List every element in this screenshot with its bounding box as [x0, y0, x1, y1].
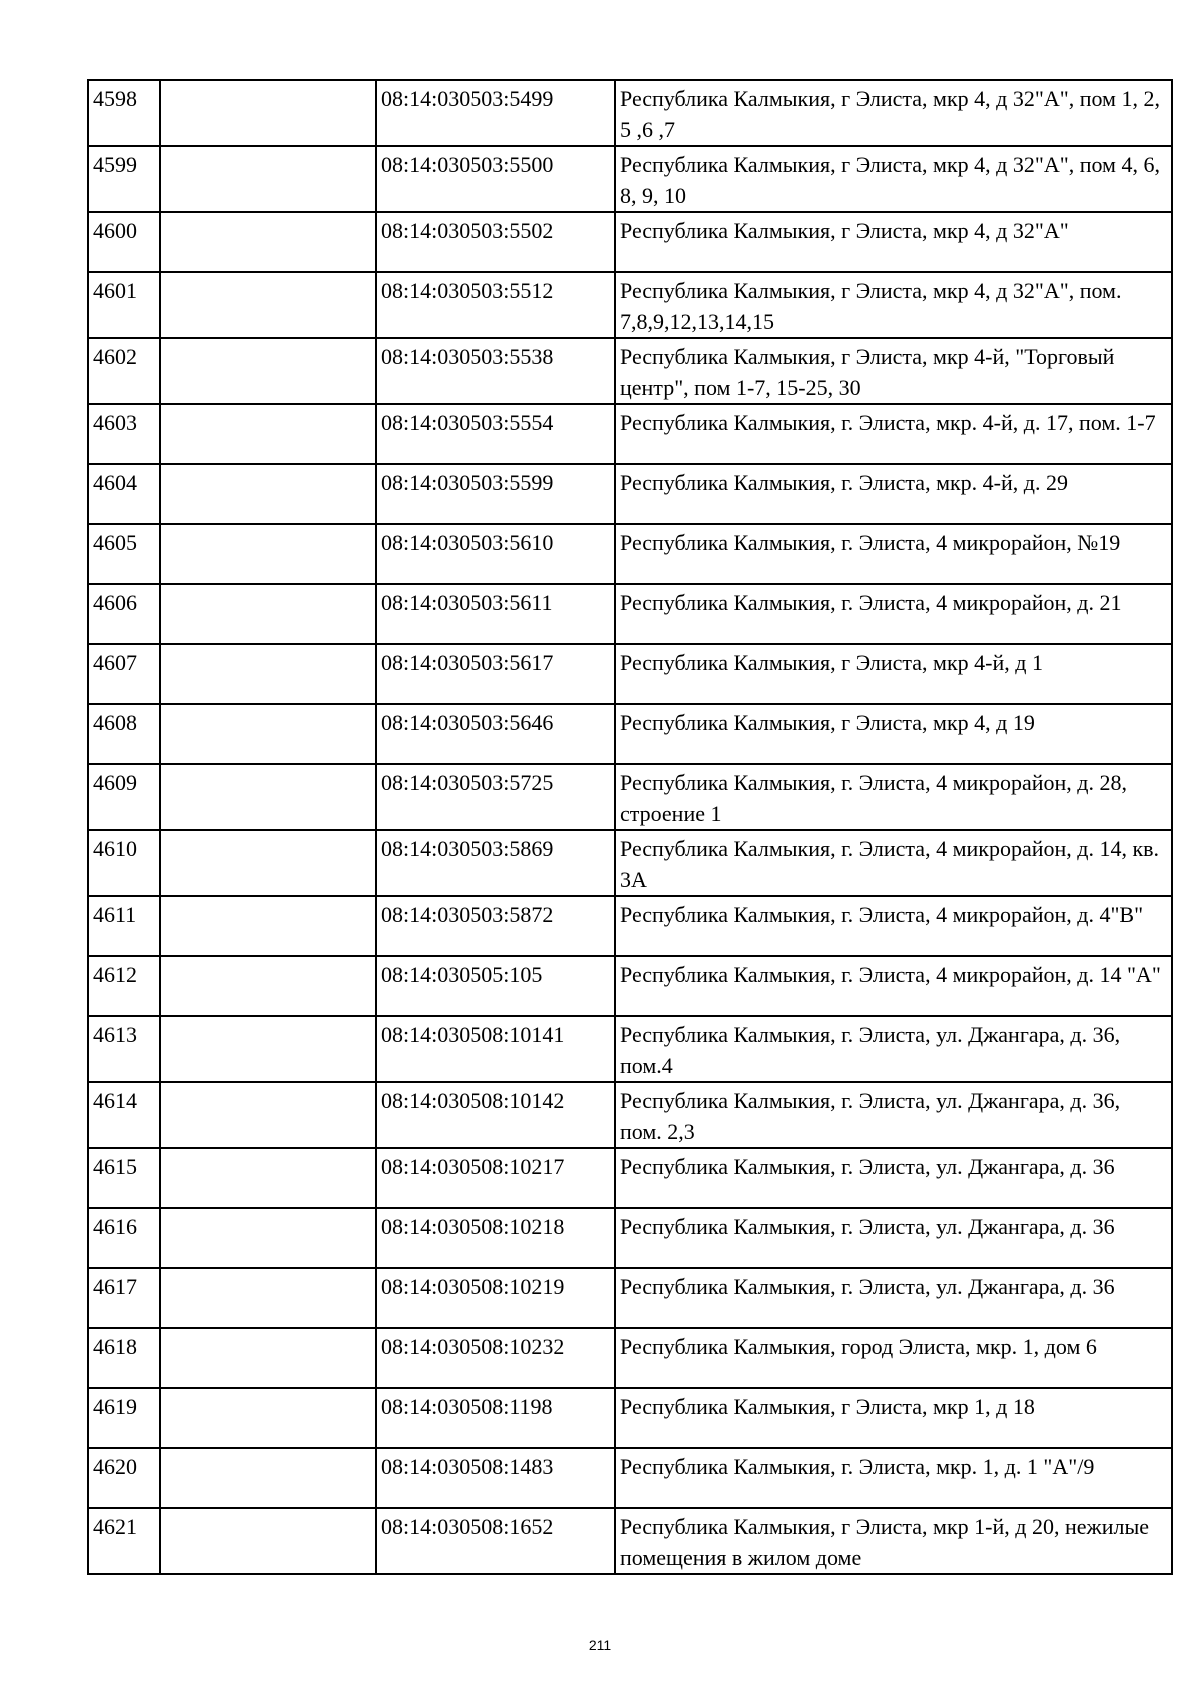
empty-cell — [160, 1082, 376, 1148]
row-number-cell: 4598 — [88, 80, 160, 146]
cadastral-number-cell: 08:14:030508:10217 — [376, 1148, 615, 1208]
table-row — [88, 584, 1172, 644]
row-number-cell: 4621 — [88, 1508, 160, 1574]
cadastral-number-cell: 08:14:030503:5512 — [376, 272, 615, 338]
table-row — [88, 338, 1172, 404]
empty-cell — [160, 830, 376, 896]
row-number-cell: 4616 — [88, 1208, 160, 1268]
cadastral-number-cell: 08:14:030503:5610 — [376, 524, 615, 584]
address-cell: Республика Калмыкия, г. Элиста, ул. Джангара, д. 36 — [615, 1208, 1172, 1268]
address-cell: Республика Калмыкия, г. Элиста, 4 микрорайон, д. 4"В" — [615, 896, 1172, 956]
empty-cell — [160, 1148, 376, 1208]
table-row — [88, 1208, 1172, 1268]
address-cell: Республика Калмыкия, г Элиста, мкр 4, д 32"А", пом 1, 2, 5 ,6 ,7 — [615, 80, 1172, 146]
address-cell: Республика Калмыкия, г Элиста, мкр 4, д 32"А", пом. 7,8,9,12,13,14,15 — [615, 272, 1172, 338]
address-cell: Республика Калмыкия, г Элиста, мкр 4-й, "Торговый центр", пом 1-7, 15-25, 30 — [615, 338, 1172, 404]
cadastral-number-cell: 08:14:030503:5646 — [376, 704, 615, 764]
cadastral-number-cell: 08:14:030508:10142 — [376, 1082, 615, 1148]
empty-cell — [160, 956, 376, 1016]
address-cell: Республика Калмыкия, г Элиста, мкр 1-й, д 20, нежилые помещения в жилом доме — [615, 1508, 1172, 1574]
row-number-cell: 4599 — [88, 146, 160, 212]
row-number-cell: 4619 — [88, 1388, 160, 1448]
address-cell: Республика Калмыкия, г Элиста, мкр 4-й, д 1 — [615, 644, 1172, 704]
empty-cell — [160, 584, 376, 644]
table-row — [88, 146, 1172, 212]
empty-cell — [160, 1508, 376, 1574]
empty-cell — [160, 764, 376, 830]
table-row — [88, 1448, 1172, 1508]
address-cell: Республика Калмыкия, г. Элиста, мкр. 1, д. 1 "А"/9 — [615, 1448, 1172, 1508]
table-row — [88, 896, 1172, 956]
cadastral-number-cell: 08:14:030505:105 — [376, 956, 615, 1016]
cadastral-number-cell: 08:14:030508:1652 — [376, 1508, 615, 1574]
table-row — [88, 956, 1172, 1016]
address-cell: Республика Калмыкия, г. Элиста, 4 микрорайон, д. 14, кв. 3А — [615, 830, 1172, 896]
empty-cell — [160, 1448, 376, 1508]
empty-cell — [160, 524, 376, 584]
address-cell: Республика Калмыкия, г. Элиста, 4 микрорайон, №19 — [615, 524, 1172, 584]
row-number-cell: 4611 — [88, 896, 160, 956]
table-row — [88, 1268, 1172, 1328]
empty-cell — [160, 464, 376, 524]
empty-cell — [160, 1328, 376, 1388]
row-number-cell: 4600 — [88, 212, 160, 272]
row-number-cell: 4620 — [88, 1448, 160, 1508]
address-cell: Республика Калмыкия, г. Элиста, 4 микрорайон, д. 14 "А" — [615, 956, 1172, 1016]
page-number: 211 — [588, 1637, 612, 1653]
address-cell: Республика Калмыкия, г Элиста, мкр 4, д 19 — [615, 704, 1172, 764]
cadastral-number-cell: 08:14:030508:10141 — [376, 1016, 615, 1082]
row-number-cell: 4607 — [88, 644, 160, 704]
cadastral-number-cell: 08:14:030508:1483 — [376, 1448, 615, 1508]
empty-cell — [160, 212, 376, 272]
address-cell: Республика Калмыкия, г. Элиста, 4 микрорайон, д. 28, строение 1 — [615, 764, 1172, 830]
cadastral-number-cell: 08:14:030503:5538 — [376, 338, 615, 404]
cadastral-number-cell: 08:14:030503:5617 — [376, 644, 615, 704]
table-row — [88, 1082, 1172, 1148]
row-number-cell: 4606 — [88, 584, 160, 644]
table-row — [88, 1148, 1172, 1208]
table-row — [88, 1508, 1172, 1574]
cadastral-number-cell: 08:14:030503:5725 — [376, 764, 615, 830]
empty-cell — [160, 644, 376, 704]
cadastral-number-cell: 08:14:030503:5554 — [376, 404, 615, 464]
address-cell: Республика Калмыкия, г. Элиста, ул. Джангара, д. 36 — [615, 1268, 1172, 1328]
table-row — [88, 704, 1172, 764]
table-row — [88, 644, 1172, 704]
empty-cell — [160, 338, 376, 404]
cadastral-number-cell: 08:14:030503:5500 — [376, 146, 615, 212]
empty-cell — [160, 1016, 376, 1082]
row-number-cell: 4605 — [88, 524, 160, 584]
table-row — [88, 524, 1172, 584]
empty-cell — [160, 896, 376, 956]
cadastral-number-cell: 08:14:030503:5872 — [376, 896, 615, 956]
cadastral-number-cell: 08:14:030508:10219 — [376, 1268, 615, 1328]
table-row — [88, 764, 1172, 830]
empty-cell — [160, 272, 376, 338]
row-number-cell: 4610 — [88, 830, 160, 896]
empty-cell — [160, 1388, 376, 1448]
property-registry-table — [87, 79, 1173, 1575]
cadastral-number-cell: 08:14:030503:5599 — [376, 464, 615, 524]
address-cell: Республика Калмыкия, г Элиста, мкр 4, д 32"А", пом 4, 6, 8, 9, 10 — [615, 146, 1172, 212]
row-number-cell: 4613 — [88, 1016, 160, 1082]
row-number-cell: 4603 — [88, 404, 160, 464]
cadastral-number-cell: 08:14:030503:5502 — [376, 212, 615, 272]
row-number-cell: 4609 — [88, 764, 160, 830]
empty-cell — [160, 1208, 376, 1268]
empty-cell — [160, 146, 376, 212]
registry-table-body — [88, 80, 1172, 1574]
table-row — [88, 80, 1172, 146]
cadastral-number-cell: 08:14:030503:5869 — [376, 830, 615, 896]
address-cell: Республика Калмыкия, г. Элиста, ул. Джангара, д. 36, пом.4 — [615, 1016, 1172, 1082]
address-cell: Республика Калмыкия, город Элиста, мкр. 1, дом 6 — [615, 1328, 1172, 1388]
cadastral-number-cell: 08:14:030508:1198 — [376, 1388, 615, 1448]
cadastral-number-cell: 08:14:030508:10218 — [376, 1208, 615, 1268]
address-cell: Республика Калмыкия, г. Элиста, ул. Джангара, д. 36 — [615, 1148, 1172, 1208]
table-row — [88, 830, 1172, 896]
table-row — [88, 404, 1172, 464]
row-number-cell: 4608 — [88, 704, 160, 764]
empty-cell — [160, 704, 376, 764]
address-cell: Республика Калмыкия, г Элиста, мкр 1, д 18 — [615, 1388, 1172, 1448]
address-cell: Республика Калмыкия, г. Элиста, 4 микрорайон, д. 21 — [615, 584, 1172, 644]
table-row — [88, 1388, 1172, 1448]
table-row — [88, 212, 1172, 272]
table-row — [88, 272, 1172, 338]
empty-cell — [160, 1268, 376, 1328]
row-number-cell: 4601 — [88, 272, 160, 338]
address-cell: Республика Калмыкия, г. Элиста, мкр. 4-й, д. 17, пом. 1-7 — [615, 404, 1172, 464]
cadastral-number-cell: 08:14:030503:5499 — [376, 80, 615, 146]
address-cell: Республика Калмыкия, г. Элиста, мкр. 4-й, д. 29 — [615, 464, 1172, 524]
row-number-cell: 4615 — [88, 1148, 160, 1208]
table-row — [88, 464, 1172, 524]
table-row — [88, 1328, 1172, 1388]
address-cell: Республика Калмыкия, г. Элиста, ул. Джангара, д. 36, пом. 2,3 — [615, 1082, 1172, 1148]
row-number-cell: 4617 — [88, 1268, 160, 1328]
row-number-cell: 4602 — [88, 338, 160, 404]
row-number-cell: 4618 — [88, 1328, 160, 1388]
address-cell: Республика Калмыкия, г Элиста, мкр 4, д 32"А" — [615, 212, 1172, 272]
cadastral-number-cell: 08:14:030503:5611 — [376, 584, 615, 644]
empty-cell — [160, 404, 376, 464]
empty-cell — [160, 80, 376, 146]
row-number-cell: 4614 — [88, 1082, 160, 1148]
row-number-cell: 4612 — [88, 956, 160, 1016]
row-number-cell: 4604 — [88, 464, 160, 524]
cadastral-number-cell: 08:14:030508:10232 — [376, 1328, 615, 1388]
table-row — [88, 1016, 1172, 1082]
